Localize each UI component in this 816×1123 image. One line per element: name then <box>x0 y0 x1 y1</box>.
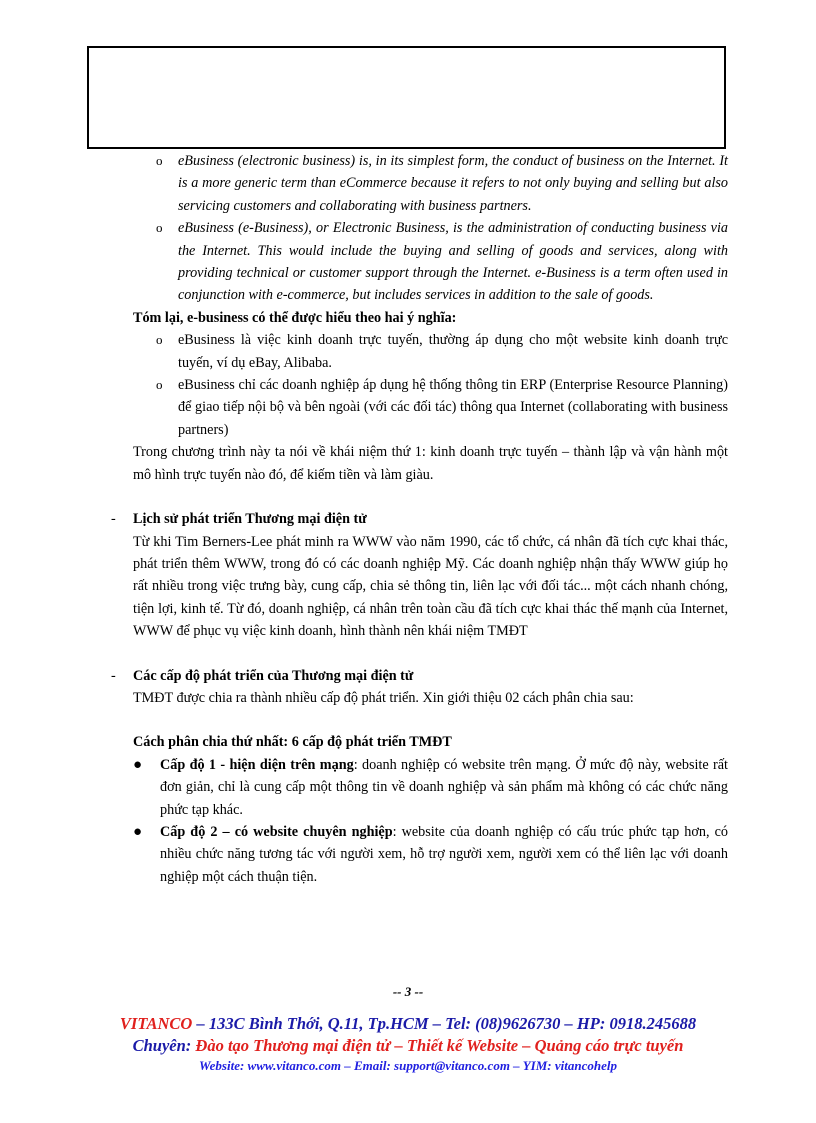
footer-contact: Website: www.vitanco.com – Email: support@vitanco.com – YIM: vitancohelp <box>199 1058 617 1073</box>
dash-bullet-icon: - <box>111 667 116 684</box>
history-body: Từ khi Tim Berners-Lee phát minh ra WWW vào năm 1990, các tổ chức, cá nhân đã tích cực khai thác, phát triển thêm WWW, trong đó có các doanh nghiệp Mỹ. Các doanh nghiệp nhận thấy WWW giúp họ rất nhiều trong việc trưng bày, cung cấp, chia sẻ thông tin, liên lạc với đối tác... một cách nhanh chóng, tiện lợi, kinh tế. Từ đó, doanh nghiệp, cá nhân trên toàn cầu đã tích cực khai thác thế mạnh của Internet, WWW để phục vụ việc kinh doanh, hình thành nên khái niệm TMĐT <box>133 533 728 640</box>
history-section <box>111 508 728 530</box>
footer-specialty-label: Chuyên: <box>132 1036 196 1055</box>
footer-address-text: – 133C Bình Thới, Q.11, Tp.HCM – Tel: (08)9626730 – HP: 0918.245688 <box>192 1014 697 1033</box>
summary-heading: Tóm lại, e-business có thể được hiểu theo hai ý nghĩa: <box>133 309 457 326</box>
circle-bullet-icon: o <box>156 377 163 393</box>
level-item <box>133 754 728 821</box>
footer-address <box>0 1014 816 1034</box>
dot-bullet-icon: ● <box>133 823 143 840</box>
footer-company: VITANCO <box>119 1014 193 1033</box>
summary-text: eBusiness là việc kinh doanh trực tuyến, thường áp dụng cho một website kinh doanh trực tuyến, ví dụ eBay, Alibaba. <box>178 332 728 371</box>
page-content <box>0 150 816 888</box>
level-text: : website của doanh nghiệp có cấu trúc phức tạp hơn, có nhiều chức năng tương tác với người xem, hỗ trợ người xem, người xem có thể liên lạc với doanh nghiệp một cách thuận tiện. <box>160 823 728 885</box>
definition-item <box>156 150 728 217</box>
definition-text: eBusiness (electronic business) is, in its simplest form, the conduct of business on the Internet. It is a more generic term than eCommerce because it refers to not only buying and selling but also servicing customers and collaborating with business partners. <box>178 153 728 214</box>
level-label: Cấp độ 2 – có website chuyên nghiệp <box>160 823 393 840</box>
footer-specialty <box>0 1036 816 1056</box>
definition-text: eBusiness (e-Business), or Electronic Business, is the administration of conducting business via the Internet. This would include the buying and selling of goods and services, along with providing technical or customer support through the Internet. e-Business is a term often used in conjunction with e-commerce, but includes services in addition to the sale of goods. <box>178 220 728 304</box>
circle-bullet-icon: o <box>156 220 163 236</box>
summary-note: Trong chương trình này ta nói về khái niệm thứ 1: kinh doanh trực tuyến – thành lập và vận hành một mô hình trực tuyến nào đó, để kiếm tiền và làm giàu. <box>133 444 728 483</box>
summary-item <box>156 374 728 441</box>
history-heading: Lịch sử phát triển Thương mại điện tử <box>133 511 367 528</box>
levels-intro: TMĐT được chia ra thành nhiều cấp độ phát triển. Xin giới thiệu 02 cách phân chia sau: <box>133 689 634 706</box>
method1-heading: Cách phân chia thứ nhất: 6 cấp độ phát triển TMĐT <box>133 734 452 751</box>
header-box <box>87 46 726 149</box>
page-number: -- 3 -- <box>392 984 424 999</box>
level-item <box>133 821 728 888</box>
level-label: Cấp độ 1 - hiện diện trên mạng <box>160 756 354 773</box>
level-text: : doanh nghiệp có website trên mạng. Ở mức độ này, website rất đơn giản, chỉ là cung cấp một thông tin về doanh nghiệp và sản phẩm mà không có các chức năng phức tạp khác. <box>160 756 728 818</box>
dash-bullet-icon: - <box>111 511 116 528</box>
circle-bullet-icon: o <box>156 153 163 168</box>
dot-bullet-icon: ● <box>133 756 143 773</box>
levels-section <box>111 665 728 687</box>
summary-text: eBusiness chỉ các doanh nghiệp áp dụng hệ thống thông tin ERP (Enterprise Resource Planning) để giao tiếp nội bộ và bên ngoài (với các đối tác) thông qua Internet (collaborating with business partners) <box>178 377 728 438</box>
definition-item <box>156 217 728 307</box>
circle-bullet-icon: o <box>156 332 163 348</box>
levels-heading: Các cấp độ phát triển của Thương mại điện tử <box>133 667 414 684</box>
summary-item <box>156 329 728 374</box>
footer-specialty-text: Đào tạo Thương mại điện tử – Thiết kế Website – Quảng cáo trực tuyến <box>195 1036 684 1055</box>
